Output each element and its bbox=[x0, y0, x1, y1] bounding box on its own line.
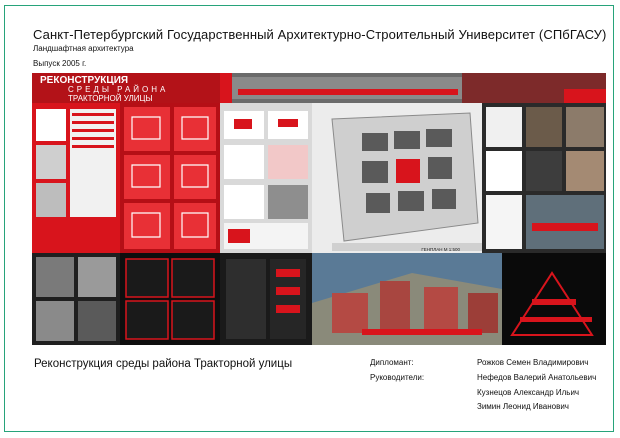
graduate-name: Рожков Семен Владимирович bbox=[477, 358, 589, 367]
banner-red-corner bbox=[564, 89, 606, 103]
graduate-label: Дипломант: bbox=[370, 358, 414, 367]
left-photo-3 bbox=[36, 183, 66, 217]
banner-divider bbox=[220, 73, 232, 103]
banner-photo-strip bbox=[232, 77, 462, 99]
poster-title-line-2: СРЕДЫ РАЙОНА bbox=[68, 85, 169, 94]
plan-panel-1 bbox=[124, 107, 170, 151]
issue-label: Выпуск 2005 г. bbox=[33, 59, 87, 68]
plan-panel-5 bbox=[124, 203, 170, 249]
supervisors-label: Руководители: bbox=[370, 373, 425, 382]
department-label: Ландшафтная архитектура bbox=[33, 44, 134, 53]
left-photo-2 bbox=[36, 145, 66, 179]
left-text-block bbox=[70, 109, 116, 217]
project-caption: Реконструкция среды района Тракторной улицы bbox=[34, 358, 293, 370]
poster-title-line-3: ТРАКТОРНОЙ УЛИЦЫ bbox=[68, 94, 153, 103]
plan-panel-4 bbox=[174, 155, 216, 199]
left-photo-1 bbox=[36, 109, 66, 141]
poster-title-line-1: РЕКОНСТРУКЦИЯ bbox=[40, 75, 129, 86]
poster-artwork bbox=[32, 73, 606, 345]
project-poster bbox=[32, 73, 606, 345]
supervisor-1: Нефедов Валерий Анатольевич bbox=[477, 373, 597, 382]
supervisor-3: Зимин Леонид Иванович bbox=[477, 402, 569, 411]
supervisor-2: Кузнецов Александр Ильич bbox=[477, 388, 580, 397]
banner-red-strip bbox=[238, 89, 458, 95]
plan-panel-2 bbox=[174, 107, 216, 151]
plan-panel-3 bbox=[124, 155, 170, 199]
plan-panel-6 bbox=[174, 203, 216, 249]
university-title: Санкт-Петербургский Государственный Архитектурно-Строительный Университет (СПбГАСУ) bbox=[33, 27, 607, 42]
plan-scale-label: ГЕНПЛАН М 1:500 bbox=[421, 247, 460, 252]
